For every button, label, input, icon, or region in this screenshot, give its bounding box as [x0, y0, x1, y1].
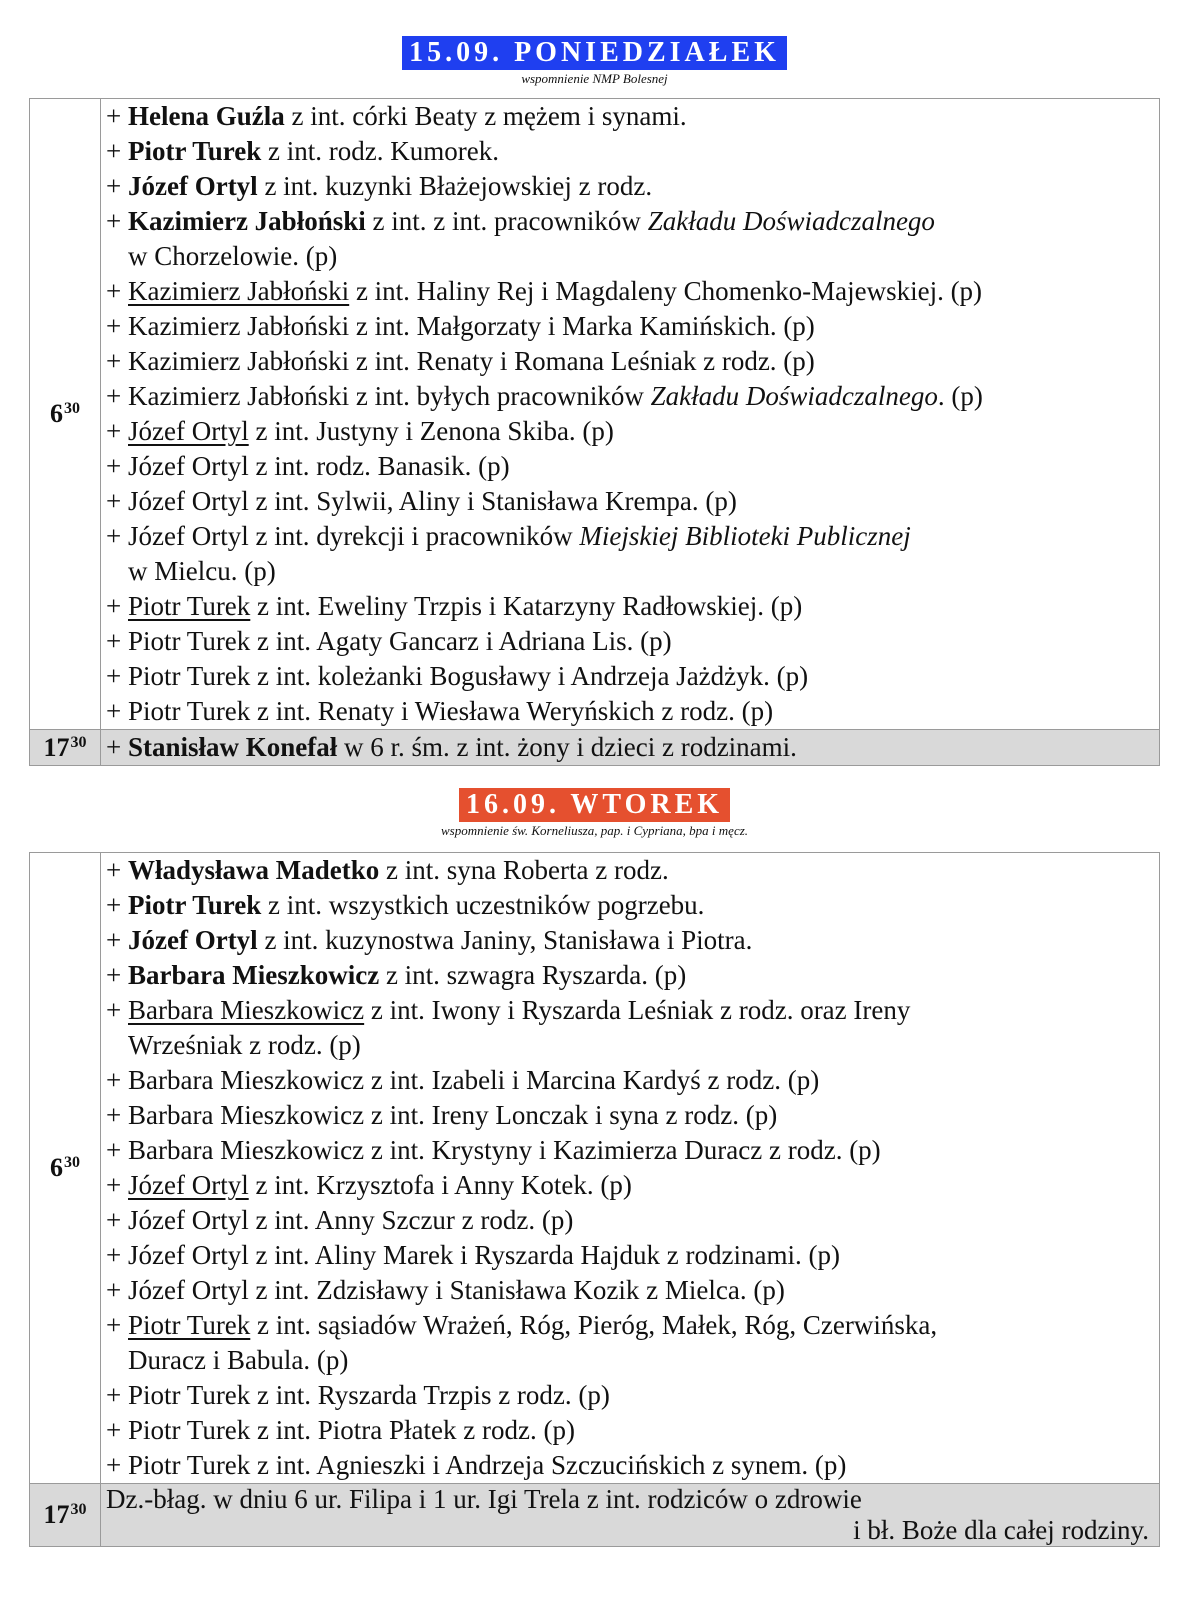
- deceased-name: Piotr Turek: [128, 136, 262, 166]
- intention-detail: Józef Ortyl z int. Aliny Marek i Ryszarda Hajduk z rodzinami. (p): [128, 1240, 840, 1270]
- intention-line: [106, 1098, 1159, 1133]
- intention-line: [106, 414, 1159, 449]
- intention-text: [128, 519, 911, 554]
- mass-time: [30, 730, 101, 766]
- cross-mark: +: [106, 1205, 122, 1235]
- intention-line: [106, 344, 1159, 379]
- intention-text: [128, 414, 614, 449]
- intention-text: [128, 694, 773, 729]
- intention-detail: z int. szwagra Ryszarda. (p): [379, 960, 687, 990]
- cross-mark: +: [106, 591, 122, 621]
- deceased-name: Piotr Turek: [128, 890, 262, 920]
- intention-line: [106, 449, 1159, 484]
- cross-mark: +: [106, 1135, 122, 1165]
- intention-text: [128, 1273, 785, 1308]
- day-section-monday: [29, 36, 1160, 766]
- intention-line: [106, 1378, 1159, 1413]
- intention-detail: Barbara Mieszkowicz z int. Izabeli i Marcina Kardyś z rodz. (p): [128, 1065, 820, 1095]
- intention-detail: Kazimierz Jabłoński z int. byłych pracowników: [128, 381, 651, 411]
- time-minutes: 30: [70, 733, 87, 751]
- intention-continuation: Wrześniak z rodz. (p): [128, 1030, 361, 1060]
- intention-detail: Piotr Turek z int. Agnieszki i Andrzeja Szczucińskich z synem. (p): [128, 1450, 847, 1480]
- intention-text: [128, 958, 686, 993]
- deceased-name: Kazimierz Jabłoński: [128, 276, 350, 306]
- intention-line: [106, 958, 1159, 993]
- intentions-list: [101, 99, 1160, 730]
- intention-line: [106, 309, 1159, 344]
- intention-line: [106, 379, 1159, 414]
- intention-text: [128, 993, 910, 1028]
- cross-mark: +: [106, 206, 122, 236]
- intention-line: [106, 1203, 1159, 1238]
- intention-detail: Piotr Turek z int. Ryszarda Trzpis z rodz. (p): [128, 1380, 610, 1410]
- intention-detail: z int. córki Beaty z mężem i synami.: [284, 101, 687, 131]
- cross-mark: +: [106, 925, 122, 955]
- cross-mark: +: [106, 1065, 122, 1095]
- day-header: [29, 788, 1160, 839]
- intention-text: [128, 484, 737, 519]
- intention-detail: Józef Ortyl z int. Sylwii, Aliny i Stanisława Krempa. (p): [128, 486, 737, 516]
- intention-detail: Kazimierz Jabłoński z int. Małgorzaty i Marka Kamińskich. (p): [128, 311, 815, 341]
- deceased-name: Helena Guźla: [128, 101, 285, 131]
- deceased-name: Stanisław Konefał: [128, 732, 338, 762]
- day-section-tuesday: [29, 788, 1160, 1547]
- intention-line: [106, 1308, 1159, 1343]
- intention-text: [128, 1168, 632, 1203]
- intention-line: [106, 659, 1159, 694]
- intention-line: [106, 1168, 1159, 1203]
- cross-mark: +: [106, 696, 122, 726]
- intention-text: [128, 624, 672, 659]
- deceased-name: Józef Ortyl: [128, 1170, 249, 1200]
- intention-detail: Kazimierz Jabłoński z int. Renaty i Romana Leśniak z rodz. (p): [128, 346, 815, 376]
- mass-time: [30, 1484, 101, 1547]
- intention-text: [128, 344, 815, 379]
- intention-detail: Barbara Mieszkowicz z int. Krystyny i Kazimierza Duracz z rodz. (p): [128, 1135, 881, 1165]
- intention-line: [106, 730, 1159, 765]
- intention-detail: z int. rodz. Kumorek.: [261, 136, 499, 166]
- intention-text: [128, 449, 510, 484]
- intention-line: [106, 888, 1159, 923]
- intention-line: [106, 1448, 1159, 1483]
- intention-text: [128, 853, 669, 888]
- intention-text: [128, 659, 808, 694]
- mass-table: [29, 852, 1160, 1547]
- mass-time: [30, 99, 101, 730]
- intention-text: [128, 99, 687, 134]
- intention-text: [128, 1098, 777, 1133]
- intention-line: [106, 993, 1159, 1028]
- intention-detail: z int. kuzynki Błażejowskiej z rodz.: [257, 171, 653, 201]
- intention-detail: Piotr Turek z int. Agaty Gancarz i Adriana Lis. (p): [128, 626, 672, 656]
- intention-detail: Józef Ortyl z int. dyrekcji i pracowników: [128, 521, 580, 551]
- intention-detail: Piotr Turek z int. Renaty i Wiesława Weryńskich z rodz. (p): [128, 696, 774, 726]
- intention-text: [128, 169, 652, 204]
- intention-detail: z int. Iwony i Ryszarda Leśniak z rodz. oraz Ireny: [364, 995, 911, 1025]
- day-header: [29, 36, 1160, 87]
- intention-detail: Piotr Turek z int. koleżanki Bogusławy i Andrzeja Jażdżyk. (p): [128, 661, 809, 691]
- intention-line: [106, 484, 1159, 519]
- deceased-name: Barbara Mieszkowicz: [128, 995, 365, 1025]
- cross-mark: +: [106, 732, 122, 762]
- intention-detail: . (p): [937, 381, 983, 411]
- cross-mark: +: [106, 890, 122, 920]
- intention-detail: z int. z int. pracowników: [365, 206, 648, 236]
- intention-line: [106, 1273, 1159, 1308]
- time-hour: 6: [50, 1153, 63, 1182]
- intention-text: [128, 730, 797, 765]
- intention-text: [128, 379, 983, 414]
- time-hour: 17: [43, 732, 70, 762]
- cross-mark: +: [106, 1100, 122, 1130]
- intention-text: [128, 1203, 573, 1238]
- intention-detail: z int. Krzysztofa i Anny Kotek. (p): [248, 1170, 632, 1200]
- mass-row-evening: [30, 1484, 1160, 1547]
- intention-detail: z int. kuzynostwa Janiny, Stanisława i Piotra.: [257, 925, 753, 955]
- intention-line: [106, 694, 1159, 729]
- intention-text: [128, 1378, 610, 1413]
- deceased-name: Kazimierz Jabłoński: [128, 206, 366, 236]
- intention-detail: z int. Justyny i Zenona Skiba. (p): [248, 416, 614, 446]
- intention-detail: z int. Eweliny Trzpis i Katarzyny Radłowskiej. (p): [250, 591, 803, 621]
- cross-mark: +: [106, 1380, 122, 1410]
- cross-mark: +: [106, 311, 122, 341]
- deceased-name: Piotr Turek: [128, 1310, 251, 1340]
- intention-detail: Piotr Turek z int. Piotra Płatek z rodz. (p): [128, 1415, 575, 1445]
- cross-mark: +: [106, 416, 122, 446]
- cross-mark: +: [106, 486, 122, 516]
- day-subtitle: wspomnienie NMP Bolesnej: [521, 71, 668, 86]
- intention-line: [106, 274, 1159, 309]
- intention-detail: z int. Haliny Rej i Magdaleny Chomenko-Majewskiej. (p): [349, 276, 983, 306]
- cross-mark: +: [106, 381, 122, 411]
- intentions-list: [101, 730, 1160, 766]
- intention-line: [106, 134, 1159, 169]
- intention-line: [106, 1413, 1159, 1448]
- time-minutes: 30: [64, 400, 80, 417]
- intention-detail: Józef Ortyl z int. Zdzisławy i Stanisława Kozik z Mielca. (p): [128, 1275, 785, 1305]
- intention-detail: Barbara Mieszkowicz z int. Ireny Lonczak i syna z rodz. (p): [128, 1100, 778, 1130]
- intention-text: [128, 923, 752, 958]
- mass-row-morning: [30, 853, 1160, 1484]
- intention-detail: w 6 r. śm. z int. żony i dzieci z rodzinami.: [337, 732, 797, 762]
- intention-continuation: w Chorzelowie. (p): [128, 241, 338, 271]
- intention-line: [106, 1133, 1159, 1168]
- intention-detail: z int. syna Roberta z rodz.: [379, 855, 669, 885]
- institution-name: Zakładu Doświadczalnego: [650, 381, 938, 411]
- intention-detail: Józef Ortyl z int. Anny Szczur z rodz. (p): [128, 1205, 574, 1235]
- intention-line: Dz.-błag. w dniu 6 ur. Filipa i 1 ur. Igi Trela z int. rodziców o zdrowie: [106, 1484, 862, 1514]
- intentions-list: [101, 1484, 1160, 1547]
- intention-text: [128, 1448, 846, 1483]
- intentions-list: [101, 853, 1160, 1484]
- deceased-name: Józef Ortyl: [128, 416, 249, 446]
- intention-text: [128, 1308, 937, 1343]
- day-title: 16.09. WTOREK: [459, 788, 730, 822]
- intention-line: [106, 589, 1159, 624]
- intention-text: [128, 589, 802, 624]
- intention-text: [128, 204, 935, 239]
- intention-detail: z int. sąsiadów Wrażeń, Róg, Pieróg, Małek, Róg, Czerwińska,: [250, 1310, 938, 1340]
- cross-mark: +: [106, 451, 122, 481]
- intention-continuation: w Mielcu. (p): [128, 556, 276, 586]
- cross-mark: +: [106, 276, 122, 306]
- cross-mark: +: [106, 1170, 122, 1200]
- intention-detail: z int. wszystkich uczestników pogrzebu.: [261, 890, 705, 920]
- cross-mark: +: [106, 521, 122, 551]
- cross-mark: +: [106, 101, 122, 131]
- intention-continuation: Duracz i Babula. (p): [128, 1345, 349, 1375]
- intention-line: [106, 169, 1159, 204]
- intention-text: [128, 309, 815, 344]
- deceased-name: Władysława Madetko: [128, 855, 380, 885]
- intention-line: i bł. Boże dla całej rodziny.: [853, 1515, 1149, 1545]
- cross-mark: +: [106, 1275, 122, 1305]
- intention-text: [128, 1063, 819, 1098]
- cross-mark: +: [106, 1310, 122, 1340]
- cross-mark: +: [106, 171, 122, 201]
- intention-text: [128, 274, 982, 309]
- intention-line: [106, 624, 1159, 659]
- intention-text: [128, 888, 704, 923]
- cross-mark: +: [106, 626, 122, 656]
- mass-time: [30, 853, 101, 1484]
- intention-line: [106, 519, 1159, 554]
- time-minutes: 30: [64, 1154, 80, 1171]
- intention-detail: Józef Ortyl z int. rodz. Banasik. (p): [128, 451, 510, 481]
- time-hour: 17: [43, 1500, 70, 1529]
- institution-name: Zakładu Doświadczalnego: [647, 206, 935, 236]
- day-subtitle: wspomnienie św. Korneliusza, pap. i Cypriana, bpa i męcz.: [440, 823, 749, 838]
- intention-line: [106, 99, 1159, 134]
- mass-row-evening: [30, 730, 1160, 766]
- institution-name: Miejskiej Biblioteki Publicznej: [579, 521, 911, 551]
- deceased-name: Józef Ortyl: [128, 925, 258, 955]
- cross-mark: +: [106, 1415, 122, 1445]
- time-minutes: 30: [70, 1501, 87, 1518]
- deceased-name: Barbara Mieszkowicz: [128, 960, 380, 990]
- intention-line: [106, 204, 1159, 239]
- deceased-name: Józef Ortyl: [128, 171, 258, 201]
- cross-mark: +: [106, 855, 122, 885]
- intention-text: [128, 1238, 840, 1273]
- cross-mark: +: [106, 661, 122, 691]
- intention-text: [128, 134, 499, 169]
- cross-mark: +: [106, 1450, 122, 1480]
- intention-line: [106, 853, 1159, 888]
- cross-mark: +: [106, 346, 122, 376]
- cross-mark: +: [106, 136, 122, 166]
- intention-line: [106, 923, 1159, 958]
- cross-mark: +: [106, 960, 122, 990]
- intention-line: [106, 1238, 1159, 1273]
- time-hour: 6: [50, 399, 63, 428]
- cross-mark: +: [106, 995, 122, 1025]
- day-title: 15.09. PONIEDZIAŁEK: [402, 36, 787, 70]
- cross-mark: +: [106, 1240, 122, 1270]
- intention-line: [106, 1063, 1159, 1098]
- mass-row-morning: [30, 99, 1160, 730]
- intention-text: [128, 1413, 575, 1448]
- mass-table: [29, 98, 1160, 766]
- deceased-name: Piotr Turek: [128, 591, 251, 621]
- intention-text: [128, 1133, 881, 1168]
